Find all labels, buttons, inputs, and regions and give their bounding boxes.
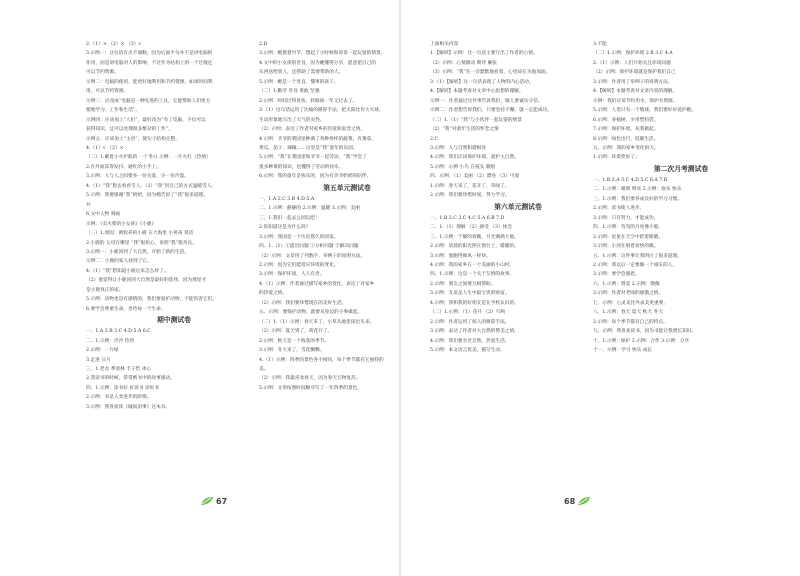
answer-line: 二、1.示例：晴朗 明亮 2.示例：欢乐 快乐 xyxy=(593,187,682,193)
section-title: 期中测试卷 xyxy=(157,316,191,325)
answer-line: 3.示例：冬天来了，雪花飘飘。 xyxy=(259,348,325,354)
answer-line: （2）示例：表达了作者对家乡的热爱和思念之情。 xyxy=(259,127,366,133)
column-1 xyxy=(86,40,262,412)
answer-line: 4.（1）√ （2）× xyxy=(86,145,124,151)
answer-line: 一、1.B 2.A 3.C 4.D 5.C 6.A 7.B xyxy=(593,177,668,183)
answer-line: 四、示例：（1）美丽 （2）漂亮 （3）可爱 xyxy=(430,174,520,180)
answer-line: 5.示例：我要感谢“我”奶奶，因为她告诉了“我”很多道理。 xyxy=(86,193,208,199)
answer-line: 2.（1）示例：人们开始关注环境问题 xyxy=(593,60,671,66)
answer-line: （二）1.勤劳 善良 勇敢 坚强 xyxy=(259,89,320,95)
answer-line: 3.示例：作者用了举例子的说明方法。 xyxy=(593,79,673,85)
answer-line: 上面相关内容 xyxy=(430,42,459,47)
answer-line: 7.示例：保护环境，从我做起。 xyxy=(593,127,659,133)
answer-line: 1.示例：环境变好了。 xyxy=(593,155,640,161)
answer-line: 3.（1）这句话运用了比喻的修辞手法，把太阳比作大火球， xyxy=(259,108,384,114)
answer-line: 五、1.示例：这件事让我明白了很多道理。 xyxy=(593,253,682,259)
answer-line: 2.示例：星星在天空中眨着眼睛。 xyxy=(593,234,664,240)
answer-line: 三、1.示例：宁静的夜晚，月光洒满大地。 xyxy=(430,234,519,240)
answer-line: 2.我读书的时候，常常被书中的故事感动。 xyxy=(86,376,175,382)
answer-line: （2）示例：我最喜欢春天，因为春天万物复苏。 xyxy=(259,376,361,382)
answer-line: 5.示例：本文语言优美，描写生动。 xyxy=(430,348,505,354)
answer-line: （二）1.（1）示例：春天来了，小草从地里探出头来。 xyxy=(259,319,375,325)
answer-line: 示例：我们应该节约用水，保护水资源。 xyxy=(593,98,678,104)
answer-line: （2）示例：我们要珍惜现在的美好生活。 xyxy=(259,300,347,306)
answer-line: 4.示例：我们应该保护环境，爱护大自然。 xyxy=(430,155,519,161)
answer-line: 5.示例：人类只有一个地球，我们要好好爱护她。 xyxy=(593,108,696,114)
section-title: 第五单元测试卷 xyxy=(323,183,371,192)
answer-line: 3.示例：他跑得像风一样快。 xyxy=(430,253,491,259)
answer-line: 2.示例：每个季节都有自己的特点。 xyxy=(593,319,668,325)
answer-line: 5.示例：“我”在菜园里和爷爷一起劳动，“我”学会了 xyxy=(259,155,367,161)
answer-line: （2）示例：文章用了列数字、举例子的说明方法。 xyxy=(259,253,366,259)
answer-line: 十一、示例：学习 快乐 成长 xyxy=(593,348,653,354)
answer-line: （二）1.戴着小火炉般的 一个冬日 示例：一片火红（热情） xyxy=(86,155,211,161)
answer-line: 6.示例：多植树，少用塑料袋。 xyxy=(593,117,659,123)
answer-line: 2.示例：清晨的阳光照在窗台上，暖暖的。 xyxy=(430,244,519,250)
answer-line: 4.（1）“我”想去看看雪人。（2）“我”用自己的方式温暖雪人。 xyxy=(86,183,217,189)
answer-line: 四、1.（1）①提出问题 ②分析问题 ③解决问题 xyxy=(259,244,359,250)
answer-line: 东西送给别人，还帮助了需要帮助的人。 xyxy=(259,70,344,76)
answer-line: 2.示例：时间过得真快，转眼间一年又过去了。 xyxy=(259,98,358,104)
answer-line: 2.你知道这是为什么吗？ xyxy=(259,225,311,231)
answer-line: 四、1.示例：读书好 好读书 读好书 xyxy=(86,385,160,391)
answer-line: 4.（1）示例：四季的景色各不相同，每个季节都有它独特的 xyxy=(259,357,384,363)
answer-line: 三、1.我们一起去公园玩吧！ xyxy=(259,215,320,221)
answer-line: 获得知识，还可以处理很多繁杂的工作”。 xyxy=(86,127,173,133)
answer-line: （2）“我”对童年生活的怀念之情 xyxy=(430,127,499,133)
answer-line: 4.（1）示例：作者通过描写家乡的变化，表达了对家乡 xyxy=(259,281,375,287)
answer-line: 可以节约资源。 xyxy=(86,70,119,76)
answer-line: 示例一：作者通过这件事告诉我们，做人要诚实守信。 xyxy=(430,98,543,104)
answer-line: 2.D xyxy=(259,42,268,47)
answer-line: 2.示例：秋天是一个收获的季节。 xyxy=(259,338,330,344)
answer-line: 九、示例：我喜欢读书，因为书能让我增长知识。 xyxy=(593,329,697,335)
column-2 xyxy=(259,40,435,393)
answer-line: 4.示例：我们要亲近自然，热爱生活。 xyxy=(430,338,510,344)
answer-line: 1.示例：春天来了，花开了，草绿了。 xyxy=(430,183,510,189)
answer-line: 二、1.示例：静静的 2.示例：温暖 3.示例：美丽 xyxy=(259,206,360,212)
answer-line: 2.示例：我们要珍惜时间，努力学习。 xyxy=(430,193,510,199)
answer-line: 六、1.示例：赞美 2.示例：敬佩 xyxy=(593,281,660,287)
answer-line: 五、示例：我的家乡变化很大。 xyxy=(593,145,659,151)
answer-line: 6.示例：我的童年是快乐的，因为有爷爷奶奶的陪伴。 xyxy=(259,174,372,180)
answer-line: 3.示例：我国是一个历史悠久的国家。 xyxy=(259,234,339,240)
leaf-icon xyxy=(200,496,214,506)
answer-line: 的热爱之情。 xyxy=(259,291,288,297)
answer-line: 四、1.示例：弯弯的月亮像小船。 xyxy=(593,225,664,231)
leaf-icon xyxy=(577,496,591,506)
answer-line: 8.示例：绿色出行，低碳生活。 xyxy=(593,136,659,142)
answer-line: 4.文中的小女孩很善良，因为她懂得分享，愿意把自己的 xyxy=(259,60,376,66)
answer-line: 2.（1）× （2）× （3）√ xyxy=(86,42,142,47)
answer-line: 作用，而是讲电脑对人的影响，不过作为结构上的一个过渡还 xyxy=(86,60,213,66)
answer-line: 2.在外面冻得发抖、通红的小手上。 xyxy=(86,164,161,170)
answer-line: 2.小鹿的 父母在哪里 “我”很担心，说明“我”很善良。 xyxy=(86,240,197,246)
answer-line: 示例二：小鹿的家人找到了它。 xyxy=(86,259,152,265)
answer-line: 2.示例：一片绿 xyxy=(86,348,119,354)
answer-line: 3.示例：人与人之间要多一份关爱，少一份冷漠。 xyxy=(86,174,189,180)
answer-line: （2）示例：保护环境就是保护我们自己 xyxy=(593,70,676,76)
answer-line: 5.示例：她是一个善良、懂事的孩子。 xyxy=(259,79,339,85)
answer-line: （3）示例：“我”在一旁默默地看着，心里却在为他加油。 xyxy=(430,70,551,76)
answer-line: 3.示例：人与自然和谐相处 xyxy=(430,145,487,151)
answer-line: 用，可以节约资源。 xyxy=(86,89,129,95)
answer-line: 示例四：应该加上“人们”，最好改为“有了电脑，不仅可以 xyxy=(86,117,206,123)
answer-line: 2.示例：书是人类进步的阶梯。 xyxy=(86,395,152,401)
answer-line: 1.【解析】示例：这一句话主要写出了作者的心情。 xyxy=(430,51,538,57)
answer-line: （2）他觉得让小鹿回到大自然是最好的选择，因为那里才 xyxy=(86,278,207,284)
answer-line: （2）示例：夏天到了，荷花开了。 xyxy=(259,329,333,335)
answer-line: 示例二：电脑的使用，能更好地利用和节约资源，如果时间利 xyxy=(86,79,213,85)
answer-line: 3.示例：她摸着竹节，想起了小时候和哥哥一起玩耍的情景。 xyxy=(259,51,386,57)
answer-line: 4.示例：我的家乡在一个美丽的小山村。 xyxy=(430,262,515,268)
page-number-right xyxy=(564,496,591,506)
answer-line: 是小鹿真正的家。 xyxy=(86,287,124,293)
answer-line: 八、1.示例：春天 夏天 秋天 冬天 xyxy=(593,310,663,316)
answer-line: 6.要学会尊重生命，善待每一个生命。 xyxy=(86,306,166,312)
answer-line: 示例三：应改成“电脑是一种先进的工具，它能帮助人们更方 xyxy=(86,98,211,104)
answer-line: 3.示例：保护环境，人人有责。 xyxy=(259,272,325,278)
answer-line: 示例五：应该加上“主语”，使句子结构完整。 xyxy=(86,136,180,142)
answer-line: 三、1.示例：我们要养成良好的学习习惯。 xyxy=(593,196,682,202)
answer-line: 2.示例：朋友之间要互相帮助。 xyxy=(430,281,496,287)
answer-line: 一、1.A 2.B 3.C 4.D 5.A 6.C xyxy=(86,329,151,335)
answer-line: 一、1.B 2.C 3.C 4.C 5.A 6.B 7.D xyxy=(430,215,505,221)
answer-line: 3.示例：表达了作者对大自然的赞美之情。 xyxy=(430,329,519,335)
answer-line: 生动形象地写出了天气的炎热。 xyxy=(259,117,325,123)
answer-line: 3.不能 xyxy=(593,42,607,47)
answer-line: 4.示例：爷爷的菜园里种满了各种各样的蔬菜，有番茄、 xyxy=(259,136,376,142)
answer-line: 二、1.示例：冷冷 热热 xyxy=(86,338,135,344)
page-number-68: 68 xyxy=(564,496,576,506)
answer-line: 5.示例：文章按照时间顺序写了一年四季的景色。 xyxy=(259,385,362,391)
answer-line: 五、示例：要保护动物，就要从身边的小事做起。 xyxy=(259,310,363,316)
page-number-left xyxy=(200,496,227,506)
answer-line: 6.文中人物 刻画 xyxy=(86,212,121,218)
answer-line: 示例二：作者想告诉我们，只要坚持不懈，就一定能成功。 xyxy=(430,108,552,114)
answer-line: 黄瓜、茄子、辣椒……这里是“我”童年的乐园。 xyxy=(259,145,358,151)
answer-line: 3.示例：小河在唱着欢快的歌。 xyxy=(593,244,659,250)
answer-line: 3.示例：友谊是人生中最宝贵的财富。 xyxy=(430,291,510,297)
answer-line: 便地学习、工作和生活”。 xyxy=(86,108,140,114)
answer-line: 并 xyxy=(86,202,91,208)
answer-line: 3.示例：只有努力，才能成功。 xyxy=(593,215,659,221)
column-4 xyxy=(593,40,769,356)
answer-line: 二、1.（1）理解 （2）感受 （3）体会 xyxy=(430,225,513,231)
answer-line: （二）1.（1）“我”与小伙伴一起玩耍的情景 xyxy=(430,117,522,123)
column-3 xyxy=(430,40,606,356)
answer-line: 4.示例：我和我的好朋友是在学校认识的。 xyxy=(430,300,519,306)
answer-line: 十、1.示例：保护 2.示例：合作 3.示例：分享 xyxy=(593,338,690,344)
answer-line: 2.C xyxy=(430,136,439,142)
answer-line: 三、1.老舍 季羡林 丰子恺 冰心 xyxy=(86,366,152,372)
answer-line: 2.示例：我以后一定要做一个诚实的人。 xyxy=(593,262,678,268)
section-title: 第六单元测试卷 xyxy=(494,202,542,211)
answer-line: 3.示例：我喜欢读《城南旧事》这本书。 xyxy=(86,404,171,410)
answer-line: 2.示例：作者运用了拟人的修辞手法。 xyxy=(430,319,510,325)
answer-line: 四、1.示例：这是一个关于友情的故事。 xyxy=(430,272,515,278)
answer-line: 5.示例：示例 小鸟 在枝头 歌唱 xyxy=(430,164,496,170)
answer-line: 七、示例：心灵美比外表美更重要。 xyxy=(593,300,669,306)
answer-line: 美。 xyxy=(259,366,269,372)
answer-line: 3.（1）【解析】这一句话表现了人物的内心活动。 xyxy=(430,79,534,85)
answer-line: 3.示例一：小鹿回到了大自然，开始了新的生活。 xyxy=(86,249,189,255)
page-number-67: 67 xyxy=(216,496,228,506)
section-title: 第二次月考测试卷 xyxy=(653,164,709,173)
answer-line: 一、1.A 2.C 3.B 4.D 5.A xyxy=(259,196,315,202)
answer-line: 4.（1）“我”想知道小鹿后来怎么样了。 xyxy=(86,268,169,274)
answer-line: （2）示例：心情激动 期待 紧张 xyxy=(430,60,497,66)
answer-line: （三）1.原因：被收养的小鹿 在大海里 小男孩 说话 xyxy=(86,231,194,237)
answer-line: 2.示例：读书使人进步。 xyxy=(593,206,645,212)
answer-line: 3.走进 日月 xyxy=(86,357,111,363)
answer-line: 示例：《卖火柴的小女孩》《小鹿》 xyxy=(86,221,157,227)
answer-line: 3.示例一：这句话有点不通顺，因为后面半句并不是讲电脑的 xyxy=(86,51,213,57)
answer-line: 很多种菜的知识，也懂得了劳动的快乐。 xyxy=(259,164,344,170)
answer-line: （二）1.示例：保护环境 2.B 3.C 4.A xyxy=(593,51,673,57)
answer-line: 4.【解析】本题考查对文章内容的理解。 xyxy=(593,89,678,95)
answer-line: 3.示例：作者对老师的感激之情。 xyxy=(593,291,664,297)
answer-line: （二）1.示例：（1）花开 （2）鸟鸣 xyxy=(430,310,506,316)
answer-line: 4.【解析】本题考查对文章中心思想的理解。 xyxy=(430,89,524,95)
answer-line: 3.示例：要学会感恩。 xyxy=(593,272,640,278)
answer-line: 2.示例：因为它们能适应环境的变化。 xyxy=(259,262,339,268)
answer-line: 5.示例：动物也是有感情的，我们要爱护动物，不能伤害它们。 xyxy=(86,297,218,303)
